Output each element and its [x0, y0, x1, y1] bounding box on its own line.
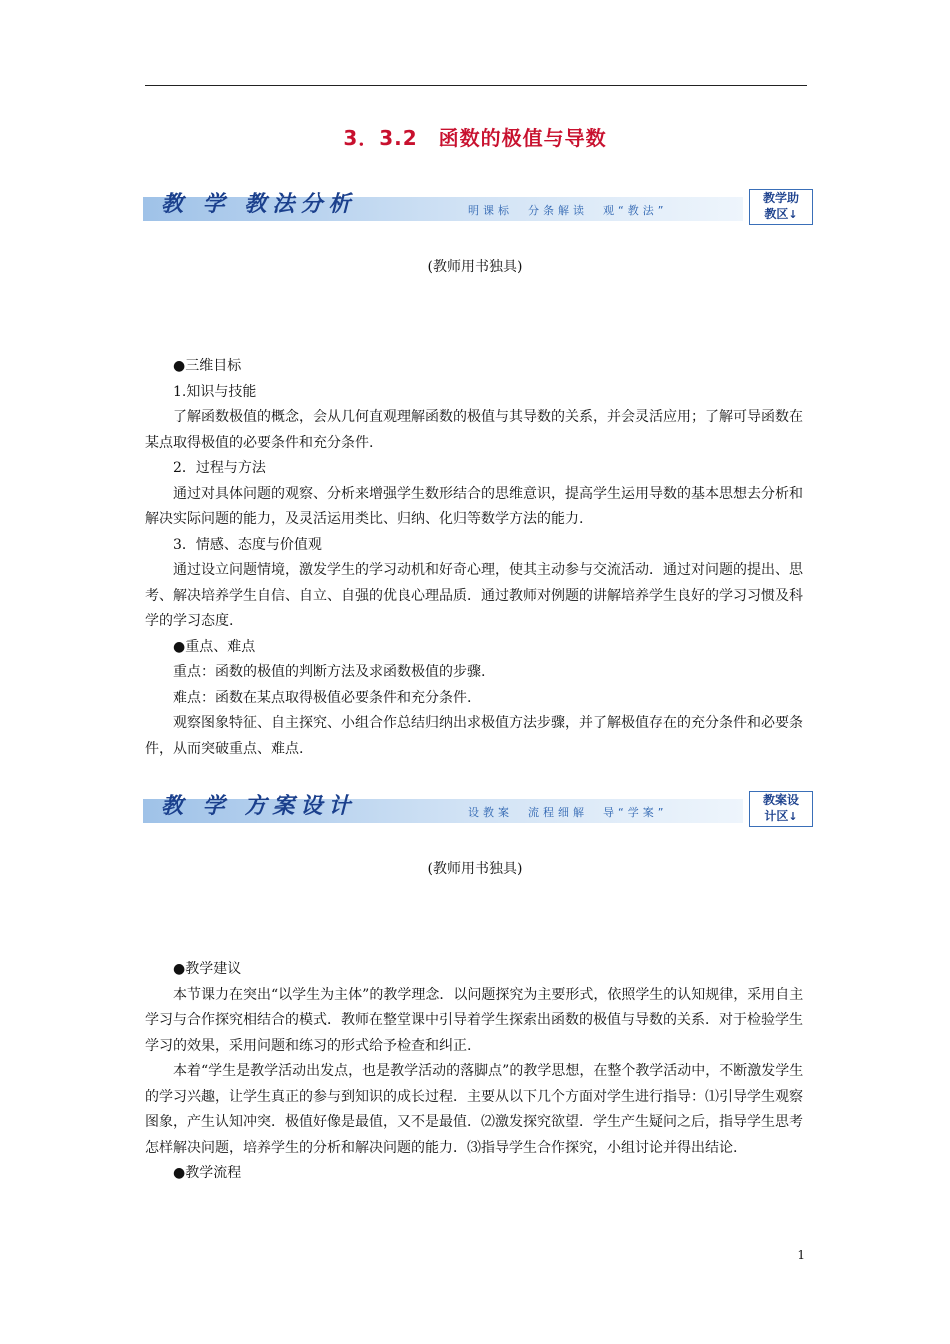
section-suggestions [145, 957, 807, 1187]
difficult-point: 难点：函数在某点取得极值必要条件和充分条件. [173, 689, 472, 706]
banner-badge [749, 189, 813, 225]
paragraph-suggestion-2: 本着“学生是教学活动出发点，也是教学活动的落脚点”的教学思想，在整个教学活动中，不断激发学生的学习兴趣，让学生真正的参与到知识的成长过程．主要从以下几个方面对学生进行指导：⑴引导学生观察图象，产生认知冲突．极值好像是最值，又不是最值．⑵激发探究欲望．学生产生疑问之后，指导学生思考怎样解决问题，培养学生的分析和解决问题的能力．⑶指导学生合作探究，小组讨论并得出结论. [145, 1063, 804, 1156]
paragraph-suggestion-1: 本节课力在突出“以学生为主体”的教学理念．以问题探究为主要形式，依照学生的认知规律，采用自主学习与合作探究相结合的模式．教师在整堂课中引导着学生探索出函数的极值与导数的关系．对于检验学生学习的效果，采用问题和练习的形式给予检查和纠正. [145, 986, 804, 1054]
down-arrow-icon: ↓ [788, 810, 798, 823]
heading-suggestions: ●教学建议 [173, 961, 242, 977]
section-goals [145, 354, 807, 762]
banner-teaching-analysis [143, 185, 813, 227]
badge-line1: 教案设 [762, 793, 799, 807]
key-point: 重点：函数的极值的判断方法及求函数极值的步骤. [173, 664, 486, 680]
banner-main-text: 教 学 教法分析 [161, 191, 357, 217]
banner-badge [749, 791, 813, 827]
subheading-process: 2．过程与方法 [173, 460, 266, 476]
badge-line2: 计区 [764, 809, 789, 823]
banner-main-text: 教 学 方案设计 [161, 793, 357, 819]
page-title: 3．3.2 函数的极值与导数 [343, 126, 607, 150]
paragraph-attitude: 通过设立问题情境，激发学生的学习动机和好奇心理，使其主动参与交流活动．通过对问题的提出、思考、解决培养学生自信、自立、自强的优良心理品质．通过教师对例题的讲解培养学生良好的学习习惯及科学的学习态度. [145, 562, 803, 629]
down-arrow-icon: ↓ [788, 208, 798, 221]
badge-line2: 教区 [764, 207, 789, 221]
header-rule [145, 85, 807, 86]
subheading-attitude: 3．情感、态度与价值观 [173, 536, 322, 553]
paragraph-breakthrough: 观察图象特征、自主探究、小组合作总结归纳出求极值方法步骤，并了解极值存在的充分条件和必要条件，从而突破重点、难点. [145, 715, 803, 757]
paragraph-process: 通过对具体问题的观察、分析来增强学生数形结合的思维意识，提高学生运用导数的基本思想去分析和解决实际问题的能力，及灵活运用类比、归纳、化归等数学方法的能力. [145, 485, 803, 527]
heading-goals: ●三维目标 [173, 358, 242, 374]
paragraph-knowledge: 了解函数极值的概念，会从几何直观理解函数的极值与其导数的关系，并会灵活应用；了解可导函数在某点取得极值的必要条件和充分条件. [145, 409, 803, 451]
teacher-note: (教师用书独具) [427, 259, 523, 275]
subheading-knowledge: 1.知识与技能 [173, 383, 257, 400]
banner-sub-text: 明课标 分条解读 观“教法” [468, 204, 668, 217]
teacher-note: (教师用书独具) [427, 861, 523, 877]
banner-sub-text: 设教案 流程细解 导“学案” [468, 806, 668, 819]
badge-line1: 教学助 [762, 191, 799, 205]
page-number: 1 [797, 1248, 805, 1262]
banner-lesson-design [143, 787, 813, 829]
heading-key-points: ●重点、难点 [173, 638, 256, 655]
heading-flow: ●教学流程 [173, 1165, 242, 1181]
